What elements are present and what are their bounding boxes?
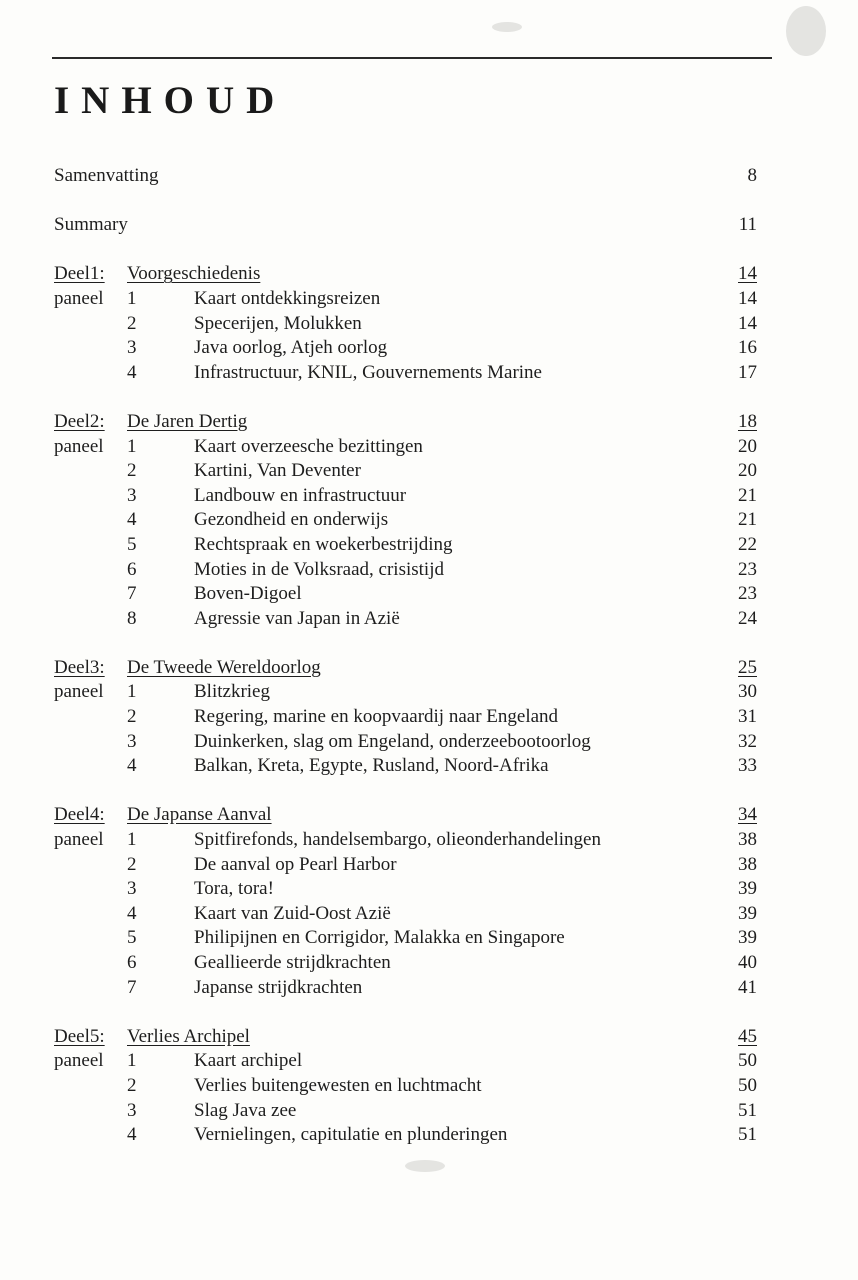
section-title: Verlies Archipel [127,1025,250,1047]
panel-title: Agressie van Japan in Azië [194,607,400,629]
panel-number: 5 [127,533,137,555]
toc-panel-entry[interactable] [54,926,757,951]
spacer [54,385,757,410]
panel-page-number: 17 [738,361,757,383]
panel-word: paneel [54,435,104,457]
toc-entry-label: Samenvatting [54,165,159,186]
spacer [54,238,757,263]
panel-title: Landbouw en infrastructuur [194,484,407,506]
toc-panel-entry[interactable] [54,484,757,509]
toc-panel-entry[interactable] [54,1049,757,1074]
panel-title: Balkan, Kreta, Egypte, Rusland, Noord-Afrika [194,755,549,777]
panel-page-number: 51 [738,1099,757,1121]
panel-page-number: 20 [738,460,757,482]
toc-panel-entry[interactable] [54,976,757,1001]
panel-number: 6 [127,952,137,973]
panel-number: 2 [127,1074,137,1096]
panel-number: 2 [127,706,137,728]
panel-title: Boven-Digoel [194,583,302,605]
section-number: Deel4: [54,804,105,826]
toc-panel-entry[interactable] [54,877,757,902]
top-rule [52,57,772,59]
panel-page-number: 14 [738,312,757,334]
toc-page-number: 8 [747,165,757,186]
panel-title: Blitzkrieg [194,681,270,703]
section-page-number: 25 [738,656,757,678]
panel-title: Gezondheid en onderwijs [194,509,389,531]
panel-title: Kaart archipel [194,1050,303,1072]
toc-panel-entry[interactable] [54,951,757,976]
panel-title: Duinkerken, slag om Engeland, onderzeebootoorlog [194,730,591,752]
panel-title: Kartini, Van Deventer [194,460,361,482]
spacer [54,1000,757,1025]
panel-number: 6 [127,558,137,580]
panel-number: 2 [127,460,137,482]
toc-entry[interactable] [54,213,757,238]
panel-page-number: 22 [738,533,757,555]
panel-page-number: 23 [738,583,757,605]
paper-speck [492,22,522,32]
toc-panel-entry[interactable] [54,902,757,927]
panel-page-number: 21 [738,484,757,506]
panel-page-number: 50 [738,1050,757,1072]
panel-number: 3 [127,484,137,506]
panel-number: 1 [127,1050,137,1072]
panel-page-number: 38 [738,853,757,875]
panel-title: Vernielingen, capitulatie en plunderingen [194,1124,508,1146]
panel-title: Rechtspraak en woekerbestrijding [194,533,453,555]
toc-section-heading[interactable] [54,803,757,828]
section-number: Deel2: [54,410,105,432]
spacer [54,631,757,656]
panel-title: Japanse strijdkrachten [194,976,363,998]
panel-page-number: 41 [738,976,757,998]
section-page-number: 14 [738,263,757,285]
toc-section-heading[interactable] [54,1025,757,1050]
section-page-number: 18 [738,410,757,432]
panel-page-number: 50 [738,1074,757,1096]
toc-panel-entry[interactable] [54,582,757,607]
panel-number: 4 [127,755,137,777]
panel-number: 2 [127,853,137,875]
toc-section-heading[interactable] [54,410,757,435]
panel-page-number: 39 [738,927,757,949]
toc-panel-entry[interactable] [54,533,757,558]
panel-title: Kaart overzeesche bezittingen [194,435,423,457]
toc-panel-entry[interactable] [54,361,757,386]
panel-number: 5 [127,927,137,949]
paper-speck [786,6,826,56]
toc-panel-entry[interactable] [54,607,757,632]
toc-panel-entry[interactable] [54,828,757,853]
panel-page-number: 16 [738,337,757,359]
toc-section-heading[interactable] [54,656,757,681]
panel-number: 8 [127,607,137,629]
panel-page-number: 39 [738,902,757,924]
paper-speck [405,1160,445,1172]
panel-title: Specerijen, Molukken [194,312,362,334]
panel-page-number: 40 [738,952,757,973]
panel-word: paneel [54,1050,104,1072]
panel-page-number: 14 [738,287,757,309]
toc-panel-entry[interactable] [54,730,757,755]
panel-title: Spitfirefonds, handelsembargo, olieonderhandelingen [194,829,601,851]
table-of-contents [54,164,757,1148]
section-title: De Japanse Aanval [127,804,272,826]
panel-page-number: 23 [738,558,757,580]
page-title: INHOUD [54,79,287,122]
toc-section-heading[interactable] [54,262,757,287]
panel-title: Java oorlog, Atjeh oorlog [194,337,388,359]
panel-title: Verlies buitengewesten en luchtmacht [194,1074,482,1096]
panel-page-number: 21 [738,509,757,531]
panel-page-number: 33 [738,755,757,777]
panel-number: 3 [127,878,137,900]
toc-panel-entry[interactable] [54,1123,757,1148]
panel-number: 2 [127,312,137,334]
panel-number: 3 [127,337,137,359]
panel-page-number: 31 [738,706,757,728]
panel-number: 4 [127,902,137,924]
toc-panel-entry[interactable] [54,1099,757,1124]
panel-number: 3 [127,730,137,752]
section-number: Deel5: [54,1025,105,1047]
toc-panel-entry[interactable] [54,336,757,361]
toc-panel-entry[interactable] [54,754,757,779]
panel-title: Philipijnen en Corrigidor, Malakka en Singapore [194,927,565,949]
section-title: Voorgeschiedenis [127,263,261,285]
panel-number: 1 [127,287,137,309]
spacer [54,189,757,214]
panel-number: 4 [127,509,137,531]
toc-panel-entry[interactable] [54,680,757,705]
panel-number: 3 [127,1099,137,1121]
panel-number: 4 [127,361,137,383]
panel-title: De aanval op Pearl Harbor [194,853,397,875]
panel-word: paneel [54,681,104,703]
toc-entry[interactable] [54,164,757,189]
toc-panel-entry[interactable] [54,1074,757,1099]
section-title: De Jaren Dertig [127,410,248,432]
panel-word: paneel [54,829,104,851]
toc-panel-entry[interactable] [54,287,757,312]
panel-title: Geallieerde strijdkrachten [194,952,391,973]
panel-page-number: 24 [738,607,757,629]
panel-word: paneel [54,287,104,309]
toc-panel-entry[interactable] [54,705,757,730]
toc-panel-entry[interactable] [54,312,757,337]
section-number: Deel1: [54,263,105,285]
panel-page-number: 51 [738,1124,757,1146]
panel-title: Kaart ontdekkingsreizen [194,287,381,309]
panel-title: Moties in de Volksraad, crisistijd [194,558,444,580]
section-page-number: 34 [738,804,757,826]
toc-panel-entry[interactable] [54,558,757,583]
section-page-number: 45 [738,1025,757,1047]
panel-title: Tora, tora! [194,878,274,900]
panel-number: 1 [127,681,137,703]
panel-title: Regering, marine en koopvaardij naar Engeland [194,706,559,728]
panel-title: Slag Java zee [194,1099,297,1121]
panel-page-number: 32 [738,730,757,752]
spacer [54,779,757,804]
panel-title: Infrastructuur, KNIL, Gouvernements Marine [194,361,542,383]
section-title: De Tweede Wereldoorlog [127,656,321,678]
toc-panel-entry[interactable] [54,853,757,878]
panel-page-number: 20 [738,435,757,457]
toc-page-number: 11 [738,214,757,236]
panel-page-number: 38 [738,829,757,851]
panel-number: 7 [127,976,137,998]
panel-number: 1 [127,829,137,851]
section-number: Deel3: [54,656,105,678]
panel-number: 4 [127,1124,137,1146]
toc-panel-entry[interactable] [54,459,757,484]
panel-title: Kaart van Zuid-Oost Azië [194,902,391,924]
panel-number: 1 [127,435,137,457]
toc-entry-label: Summary [54,214,128,236]
panel-number: 7 [127,583,137,605]
toc-panel-entry[interactable] [54,508,757,533]
panel-page-number: 39 [738,878,757,900]
panel-page-number: 30 [738,681,757,703]
toc-panel-entry[interactable] [54,435,757,460]
